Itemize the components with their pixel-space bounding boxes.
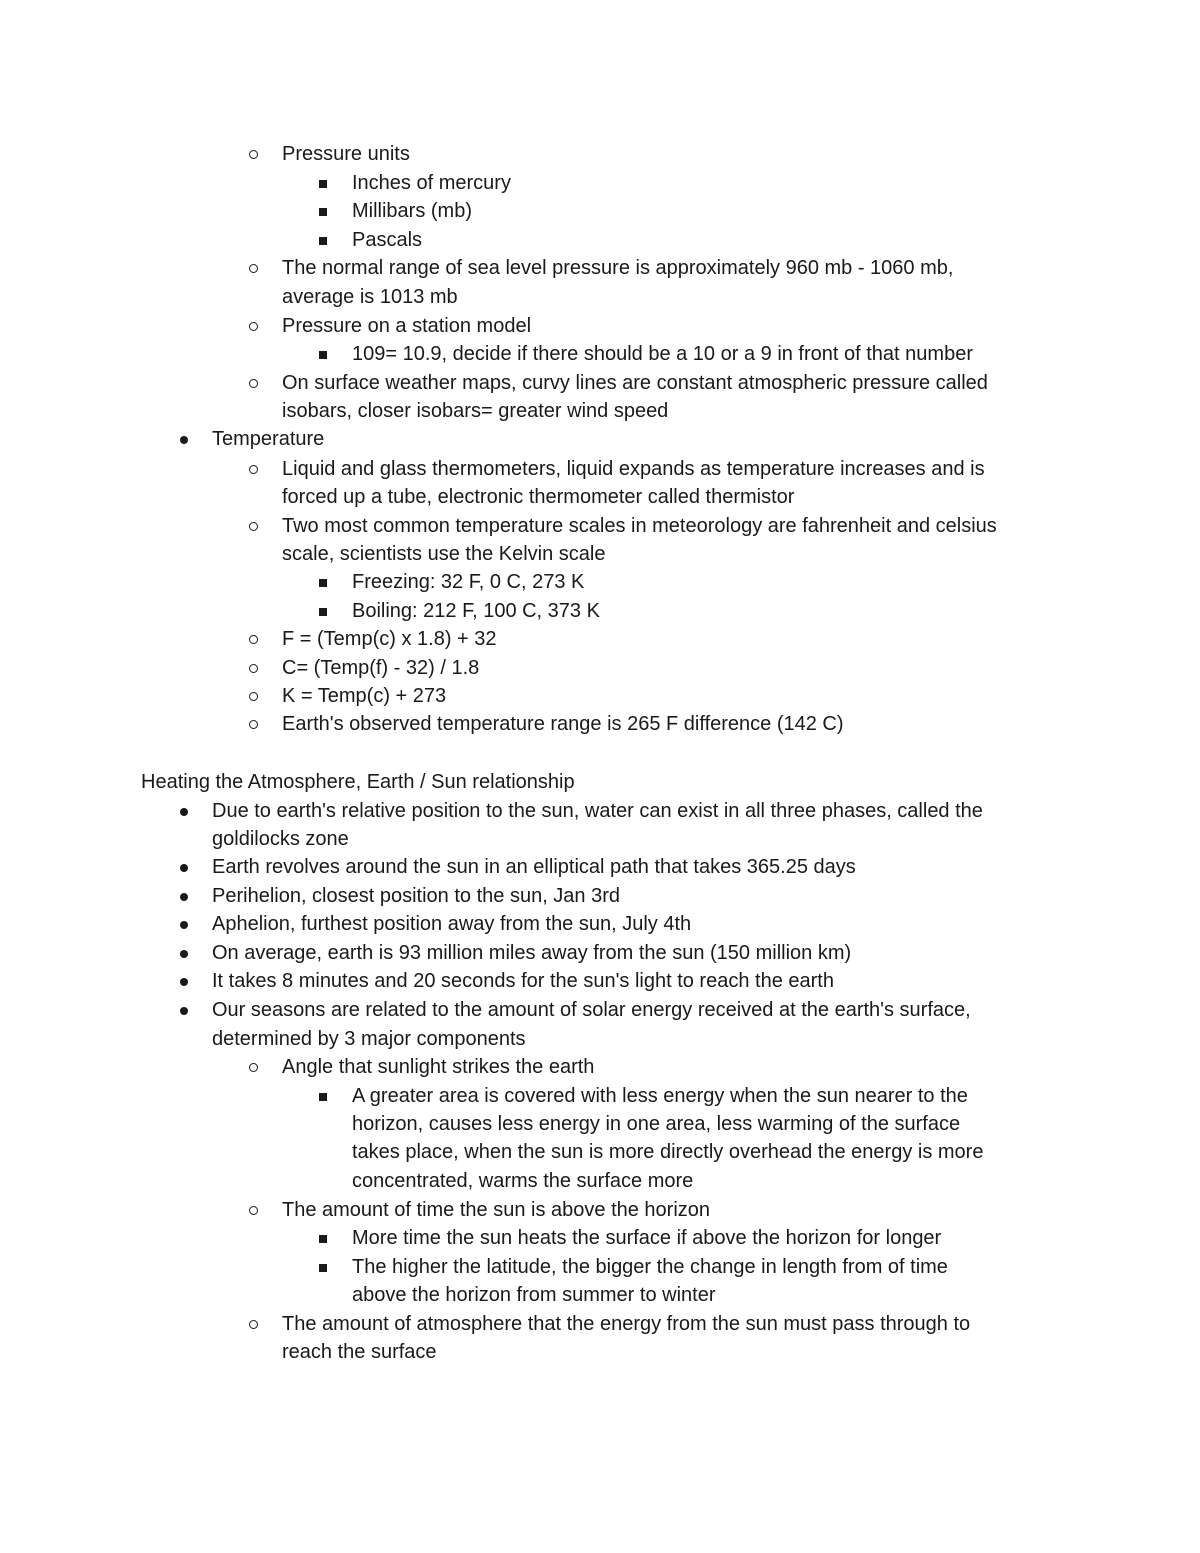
list-item <box>212 797 983 826</box>
line-text: goldilocks zone <box>212 828 349 850</box>
list-item <box>282 140 410 169</box>
line-text: Our seasons are related to the amount of solar energy received at the earth's surface, <box>212 999 971 1021</box>
line-text: Due to earth's relative position to the sun, water can exist in all three phases, called the <box>212 800 983 822</box>
circle-bullet-icon <box>249 522 258 531</box>
disc-bullet-icon <box>180 1007 188 1015</box>
list-item-continuation <box>282 283 458 312</box>
line-text: Inches of mercury <box>352 172 511 194</box>
circle-bullet-icon <box>249 720 258 729</box>
list-item <box>212 910 691 939</box>
circle-bullet-icon <box>249 1320 258 1329</box>
list-item <box>352 1224 941 1253</box>
list-item <box>282 312 531 341</box>
square-bullet-icon <box>319 1235 327 1243</box>
list-item <box>352 597 600 626</box>
line-text: reach the surface <box>282 1341 437 1363</box>
line-text: Perihelion, closest position to the sun, Jan 3rd <box>212 885 621 907</box>
list-item <box>282 1053 594 1082</box>
list-item-continuation <box>282 483 794 512</box>
list-item <box>212 853 856 882</box>
line-text: K = Temp(c) + 273 <box>282 685 447 707</box>
disc-bullet-icon <box>180 436 188 444</box>
circle-bullet-icon <box>249 664 258 673</box>
line-text: A greater area is covered with less energy when the sun nearer to the <box>352 1085 968 1107</box>
circle-bullet-icon <box>249 465 258 474</box>
line-text: The amount of atmosphere that the energy from the sun must pass through to <box>282 1313 971 1335</box>
line-text: Two most common temperature scales in meteorology are fahrenheit and celsius <box>282 515 997 537</box>
list-item <box>212 882 620 911</box>
list-item-continuation <box>352 1110 960 1139</box>
line-text: Earth revolves around the sun in an elliptical path that takes 365.25 days <box>212 856 856 878</box>
list-item <box>352 1253 948 1282</box>
square-bullet-icon <box>319 208 327 216</box>
square-bullet-icon <box>319 1093 327 1101</box>
line-text: More time the sun heats the surface if above the horizon for longer <box>352 1227 942 1249</box>
line-text: The amount of time the sun is above the horizon <box>282 1199 711 1221</box>
square-bullet-icon <box>319 579 327 587</box>
line-text: Heating the Atmosphere, Earth / Sun relationship <box>141 771 575 793</box>
line-text: scale, scientists use the Kelvin scale <box>282 543 606 565</box>
line-text: Temperature <box>212 428 325 450</box>
circle-bullet-icon <box>249 692 258 701</box>
list-item <box>352 1082 968 1111</box>
line-text: Angle that sunlight strikes the earth <box>282 1056 595 1078</box>
line-text: On surface weather maps, curvy lines are constant atmospheric pressure called <box>282 372 988 394</box>
list-item <box>352 197 472 226</box>
list-item <box>282 1196 710 1225</box>
list-item <box>282 654 479 683</box>
section-heading <box>141 768 575 797</box>
line-text: Pressure on a station model <box>282 315 532 337</box>
list-item <box>282 1310 970 1339</box>
line-text: above the horizon from summer to winter <box>352 1284 716 1306</box>
line-text: On average, earth is 93 million miles away from the sun (150 million km) <box>212 942 852 964</box>
line-text: takes place, when the sun is more directly overhead the energy is more <box>352 1141 984 1163</box>
square-bullet-icon <box>319 1264 327 1272</box>
disc-bullet-icon <box>180 864 188 872</box>
list-item <box>352 340 973 369</box>
circle-bullet-icon <box>249 322 258 331</box>
list-item <box>282 369 988 398</box>
list-item <box>282 682 446 711</box>
circle-bullet-icon <box>249 150 258 159</box>
list-item-continuation <box>212 1025 526 1054</box>
circle-bullet-icon <box>249 1206 258 1215</box>
list-item <box>282 625 497 654</box>
list-item <box>212 967 834 996</box>
line-text: Liquid and glass thermometers, liquid expands as temperature increases and is <box>282 458 985 480</box>
list-item <box>212 425 324 454</box>
line-text: Freezing: 32 F, 0 C, 273 K <box>352 571 585 593</box>
line-text: Millibars (mb) <box>352 200 472 222</box>
line-text: forced up a tube, electronic thermometer called thermistor <box>282 486 795 508</box>
circle-bullet-icon <box>249 379 258 388</box>
line-text: concentrated, warms the surface more <box>352 1170 694 1192</box>
disc-bullet-icon <box>180 950 188 958</box>
list-item <box>282 710 844 739</box>
line-text: The normal range of sea level pressure is approximately 960 mb - 1060 mb, <box>282 257 954 279</box>
square-bullet-icon <box>319 351 327 359</box>
list-item-continuation <box>282 1338 437 1367</box>
line-text: Boiling: 212 F, 100 C, 373 K <box>352 600 600 622</box>
line-text: average is 1013 mb <box>282 286 458 308</box>
list-item <box>212 939 851 968</box>
list-item-continuation <box>352 1281 716 1310</box>
square-bullet-icon <box>319 180 327 188</box>
line-text: It takes 8 minutes and 20 seconds for the sun's light to reach the earth <box>212 970 834 992</box>
list-item <box>212 996 971 1025</box>
list-item-continuation <box>282 540 606 569</box>
line-text: The higher the latitude, the bigger the change in length from of time <box>352 1256 948 1278</box>
line-text: Pascals <box>352 229 423 251</box>
list-item-continuation <box>282 397 668 426</box>
disc-bullet-icon <box>180 921 188 929</box>
line-text: Pressure units <box>282 143 410 165</box>
line-text: C= (Temp(f) - 32) / 1.8 <box>282 657 480 679</box>
disc-bullet-icon <box>180 978 188 986</box>
square-bullet-icon <box>319 608 327 616</box>
list-item <box>352 226 422 255</box>
disc-bullet-icon <box>180 893 188 901</box>
list-item-continuation <box>212 825 349 854</box>
square-bullet-icon <box>319 237 327 245</box>
list-item <box>282 254 953 283</box>
line-text: F = (Temp(c) x 1.8) + 32 <box>282 628 497 650</box>
list-item <box>352 169 511 198</box>
list-item <box>282 455 985 484</box>
circle-bullet-icon <box>249 635 258 644</box>
circle-bullet-icon <box>249 1063 258 1072</box>
line-text: horizon, causes less energy in one area, less warming of the surface <box>352 1113 961 1135</box>
list-item-continuation <box>352 1167 693 1196</box>
circle-bullet-icon <box>249 264 258 273</box>
line-text: determined by 3 major components <box>212 1028 526 1050</box>
line-text: 109= 10.9, decide if there should be a 10 or a 9 in front of that number <box>352 343 973 365</box>
list-item <box>352 568 584 597</box>
line-text: isobars, closer isobars= greater wind speed <box>282 400 669 422</box>
line-text: Aphelion, furthest position away from the sun, July 4th <box>212 913 692 935</box>
list-item <box>282 512 997 541</box>
disc-bullet-icon <box>180 808 188 816</box>
list-item-continuation <box>352 1138 983 1167</box>
line-text: Earth's observed temperature range is 265 F difference (142 C) <box>282 713 844 735</box>
